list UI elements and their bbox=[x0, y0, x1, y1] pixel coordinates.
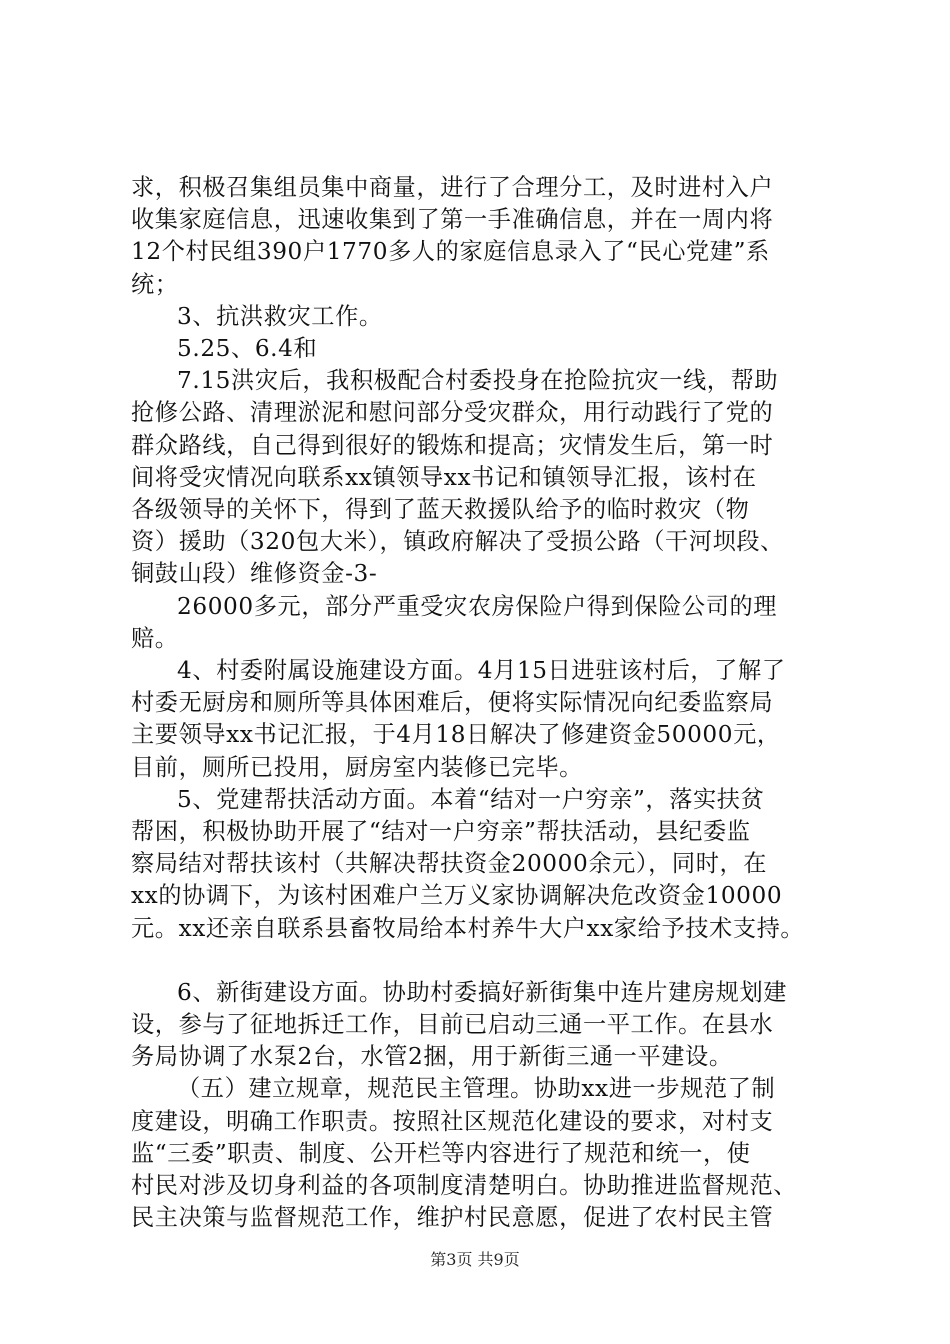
text-line: 度建设，明确工作职责。按照社区规范化建设的要求，对村支 bbox=[131, 1107, 774, 1135]
text-line: 26000多元，部分严重受灾农房保险户得到保险公司的理 bbox=[177, 592, 778, 620]
text-line: 5.25、6.4和 bbox=[177, 335, 318, 363]
text-line: 赔。 bbox=[131, 624, 179, 652]
page-footer: 第3页 共9页 bbox=[430, 1250, 520, 1269]
text-line: xx的协调下，为该村困难户兰万义家协调解决危改资金10000 bbox=[131, 882, 783, 910]
text-line: 目前，厕所已投用，厨房室内装修已完毕。 bbox=[131, 753, 583, 781]
text-line: 12个村民组390户1770多人的家庭信息录入了“民心党建”系 bbox=[131, 238, 770, 266]
text-line: 村委无厨房和厕所等具体困难后，便将实际情况向纪委监察局 bbox=[131, 689, 774, 717]
text-line: 察局结对帮扶该村（共解决帮扶资金20000余元），同时，在 bbox=[131, 850, 768, 878]
text-line: 间将受灾情况向联系xx镇领导xx书记和镇领导汇报，该村在 bbox=[131, 463, 757, 491]
text-line: 民主决策与监督规范工作，维护村民意愿，促进了农村民主管 bbox=[131, 1204, 774, 1232]
text-line: 资）援助（320包大米），镇政府解决了受损公路（干河坝段、 bbox=[131, 528, 784, 556]
text-line: 6、新街建设方面。协助村委搞好新街集中连片建房规划建 bbox=[177, 978, 788, 1006]
text-line: 务局协调了水泵2台，水管2捆，用于新街三通一平建设。 bbox=[131, 1043, 733, 1071]
text-line: 监“三委”职责、制度、公开栏等内容进行了规范和统一，使 bbox=[131, 1139, 751, 1167]
text-line: 求，积极召集组员集中商量，进行了合理分工，及时进村入户 bbox=[131, 174, 774, 201]
text-line: 7.15洪灾后，我积极配合村委投身在抢险抗灾一线，帮助 bbox=[177, 367, 779, 395]
text-line: 收集家庭信息，迅速收集到了第一手准确信息，并在一周内将 bbox=[131, 206, 774, 234]
text-line: 元。xx还亲自联系县畜牧局给本村养牛大户xx家给予技术支持。 bbox=[131, 914, 805, 942]
text-line: （五）建立规章，规范民主管理。协助xx进一步规范了制 bbox=[177, 1075, 776, 1103]
text-line: 群众路线，自己得到很好的锻炼和提高；灾情发生后，第一时 bbox=[131, 431, 774, 459]
text-line: 4、村委附属设施建设方面。4月15日进驻该村后，了解了 bbox=[177, 657, 786, 685]
text-line: 各级领导的关怀下，得到了蓝天救援队给予的临时救灾（物 bbox=[131, 496, 750, 524]
text-line: 帮困，积极协助开展了“结对一户穷亲”帮扶活动，县纪委监 bbox=[131, 818, 751, 846]
text-line: 铜鼓山段）维修资金-3- bbox=[131, 560, 378, 588]
body-text bbox=[131, 172, 851, 1235]
text-line: 统； bbox=[131, 270, 179, 298]
text-line: 村民对涉及切身利益的各项制度清楚明白。协助推进监督规范、 bbox=[131, 1172, 798, 1200]
text-line: 3、抗洪救灾工作。 bbox=[177, 302, 383, 330]
text-line: 主要领导xx书记汇报，于4月18日解决了修建资金50000元， bbox=[131, 721, 781, 749]
text-line: 抢修公路、清理淤泥和慰问部分受灾群众，用行动践行了党的 bbox=[131, 399, 774, 427]
text-line: 设，参与了征地拆迁工作，目前已启动三通一平工作。在县水 bbox=[131, 1011, 774, 1039]
text-line: 5、党建帮扶活动方面。本着“结对一户穷亲”，落实扶贫 bbox=[177, 785, 765, 813]
